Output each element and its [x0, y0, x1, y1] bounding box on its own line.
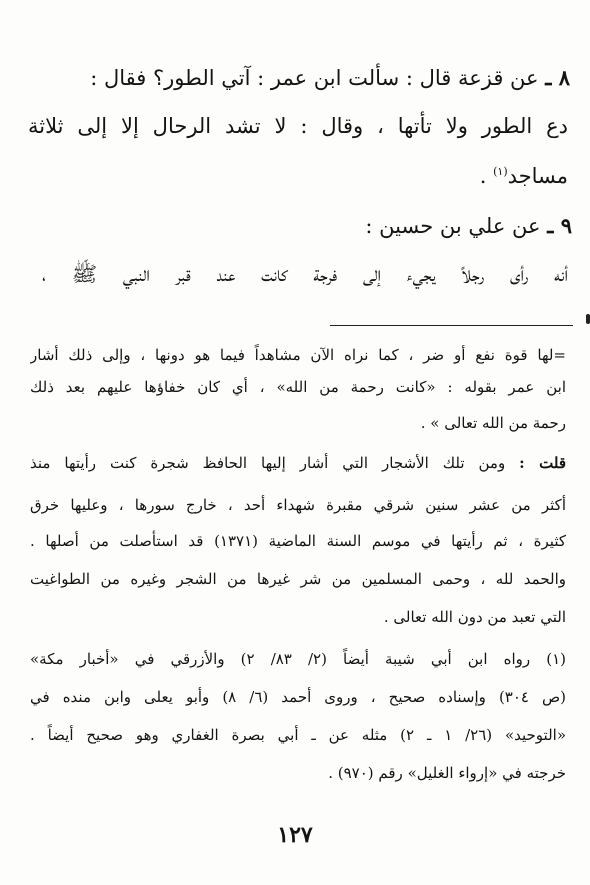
note-continuation-line3: رحمة من الله تعالى » .	[420, 414, 566, 432]
footnote-ref-1: (١)	[493, 165, 508, 178]
footnote-1-line2: (ص ٣٠٤) وإسناده صحيح ، وروى أحمد (٦/ ٨) وأبو يعلى وابن منده في	[30, 688, 566, 706]
item8-line1	[42, 58, 570, 98]
note-qult-line2: أكثر من عشر سنين شرقي مقبرة شهداء أحد ، خارج سورها ، وعليها خرق	[30, 496, 566, 514]
footnote-separator	[330, 325, 573, 326]
qult-text-1: ومن تلك الأشجار التي أشار إليها الحافظ شجرة كنت رأيتها منذ	[30, 454, 520, 472]
item9-number: ٩ ـ	[547, 213, 572, 238]
footnote-1-line3: «التوحيد» (٢٦/ ١ ـ ٢) مثله عن ـ أبي بصرة الغفاري وهو صحيح أيضاً .	[30, 726, 566, 744]
item9-line2: أنه رأى رجلاً يجيء إلى فرجة كانت عند قبر النبي ﷺ ،	[42, 262, 568, 286]
item8-line3	[300, 152, 568, 192]
note-continuation-line2: ابن عمر بقوله : «كانت رحمة من الله» ، أي كان خفاؤها عليهم بعد ذلك	[30, 378, 566, 396]
page-number: ١٢٧	[277, 822, 313, 848]
item8-end: .	[479, 164, 494, 188]
item8-text-3: مساجد	[507, 164, 568, 188]
note-qult-line1	[30, 448, 566, 478]
note-continuation-line1: =لها قوة نفع أو ضر ، كما نراه الآن مشاهداً فيما هو دونها ، وإلى ذلك أشار	[30, 346, 566, 364]
item8-line2: دع الطور ولا تأتها ، وقال : لا تشد الرحال إلا إلى ثلاثة	[28, 114, 568, 138]
note-qult-line4: والحمد لله ، وحمى المسلمين من شر غيرها من الشجر وغيره من الطواغيت	[30, 570, 566, 588]
qult-lead: قلت :	[519, 454, 566, 472]
item9-line1	[200, 206, 572, 246]
note-qult-line5: التي تعبد من دون الله تعالى .	[383, 608, 566, 626]
item8-number: ٨ ـ	[545, 65, 570, 90]
item9-text-1: عن علي بن حسين :	[365, 214, 541, 238]
note-qult-line3: كثيرة ، ثم رأيتها في موسم السنة الماضية (١٣٧١) قد استأصلت من أصلها .	[30, 532, 566, 550]
footnote-1-line4: خرجته في «إرواء الغليل» رقم (٩٧٠) .	[328, 764, 566, 782]
footnote-1-line1: (١) رواه ابن أبي شيبة أيضاً (٢/ ٨٣/ ٢) والأزرقي في «أخبار مكة»	[30, 650, 566, 668]
item8-text-1: عن قزعة قال : سألت ابن عمر : آتي الطور؟ فقال :	[90, 66, 539, 90]
margin-mark	[586, 314, 590, 324]
